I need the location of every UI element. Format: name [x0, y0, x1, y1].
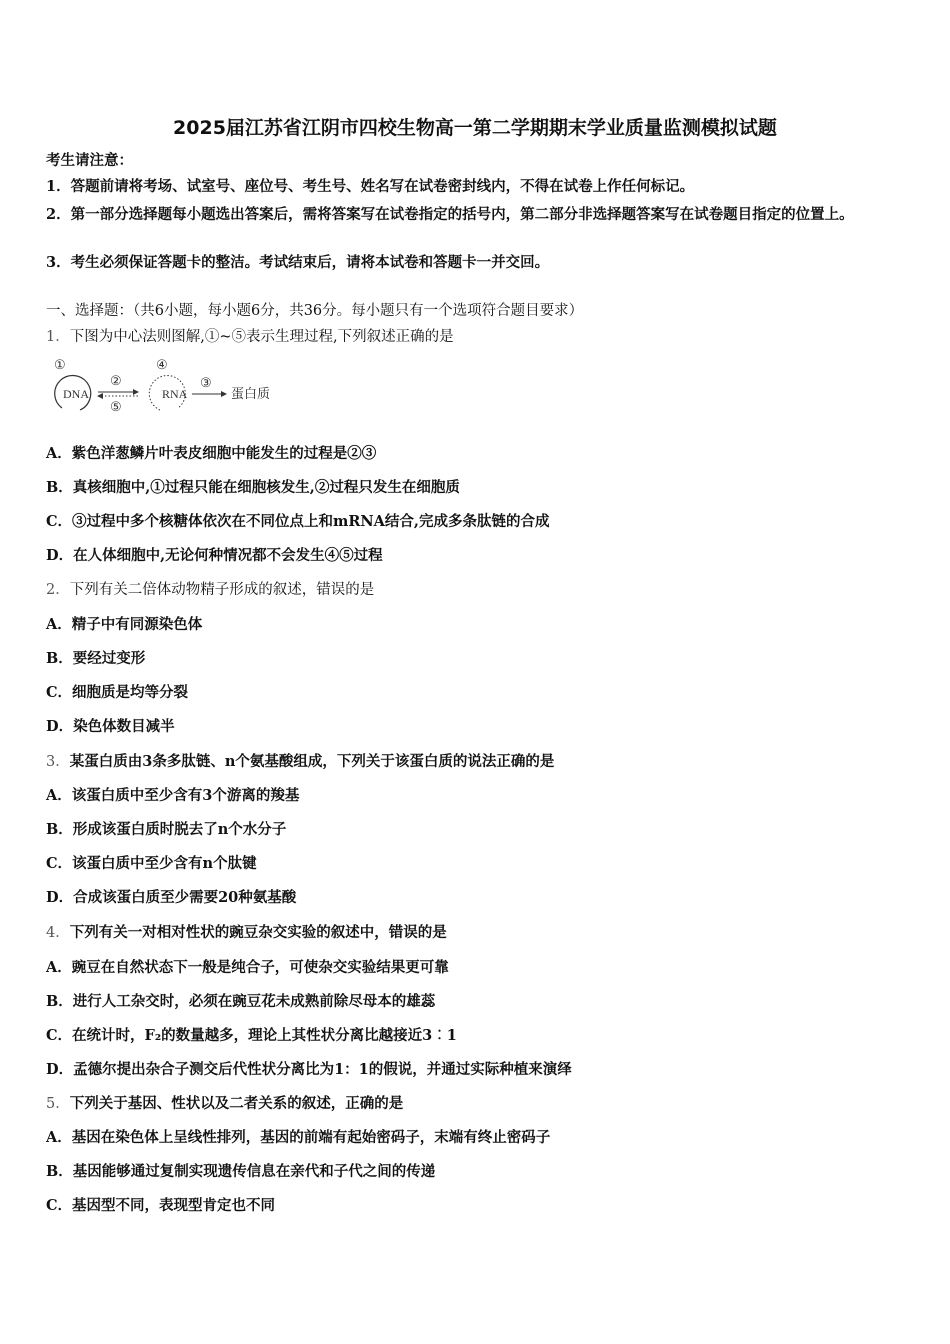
label-1: ① — [54, 358, 66, 373]
question-3-option-b: B．形成该蛋白质时脱去了n个水分子 — [46, 821, 287, 838]
question-number: 2． — [46, 582, 70, 598]
question-text: 下图为中心法则图解,①~⑤表示生理过程,下列叙述正确的是 — [69, 329, 454, 345]
label-4: ④ — [156, 358, 168, 373]
question-text: 某蛋白质由3条多肽链、n个氨基酸组成，下列关于该蛋白质的说法正确的是 — [69, 753, 555, 770]
question-1-option-a: A．紫色洋葱鳞片叶表皮细胞中能发生的过程是②③ — [46, 445, 377, 462]
question-4-stem — [46, 923, 447, 943]
question-number: 3． — [46, 754, 70, 770]
question-3-stem — [46, 752, 554, 772]
notice-item-1: 1．答题前请将考场、试室号、座位号、考生号、姓名写在试卷密封线内，不得在试卷上作任何标记。 — [46, 178, 695, 195]
question-4-option-a: A．豌豆在自然状态下一般是纯合子，可使杂交实验结果更可靠 — [46, 959, 449, 976]
question-text: 下列有关一对相对性状的豌豆杂交实验的叙述中，错误的是 — [69, 924, 447, 941]
question-1-option-b: B．真核细胞中,①过程只能在细胞核发生,②过程只发生在细胞质 — [46, 479, 460, 496]
question-3-option-d: D．合成该蛋白质至少需要20种氨基酸 — [46, 889, 297, 906]
question-1-option-d: D．在人体细胞中,无论何种情况都不会发生④⑤过程 — [46, 547, 383, 564]
question-number: 4． — [46, 925, 70, 941]
question-number: 5． — [46, 1096, 70, 1112]
question-2-option-c: C．细胞质是均等分裂 — [46, 684, 189, 701]
notice-item-2: 2．第一部分选择题每小题选出答案后，需将答案写在试卷指定的括号内，第二部分非选择题答案写在试卷题目指定的位置上。 — [46, 206, 854, 223]
question-4-option-c: C．在统计时，F₂的数量越多，理论上其性状分离比越接近3︰1 — [46, 1027, 457, 1044]
question-2-option-d: D．染色体数目减半 — [46, 718, 175, 735]
question-2-option-b: B．要经过变形 — [46, 650, 146, 667]
label-3: ③ — [200, 376, 212, 391]
question-text: 下列有关二倍体动物精子形成的叙述，错误的是 — [69, 582, 375, 598]
notice-item-3: 3．考生必须保证答题卡的整洁。考试结束后，请将本试卷和答题卡一并交回。 — [46, 254, 550, 271]
protein-label: 蛋白质 — [231, 387, 271, 402]
question-4-option-b: B．进行人工杂交时，必须在豌豆花未成熟前除尽母本的雄蕊 — [46, 993, 436, 1010]
question-5-stem — [46, 1094, 403, 1114]
dna-label: DNA — [63, 387, 89, 401]
question-1-option-c: C．③过程中多个核糖体依次在不同位点上和mRNA结合,完成多条肽链的合成 — [46, 513, 550, 530]
page-title: 2025届江苏省江阴市四校生物高一第二学期期末学业质量监测模拟试题 — [173, 117, 777, 139]
question-3-option-a: A．该蛋白质中至少含有3个游离的羧基 — [46, 787, 300, 804]
question-5-option-c: C．基因型不同，表现型肯定也不同 — [46, 1197, 276, 1214]
question-2-stem — [46, 580, 374, 600]
notice-heading: 考生请注意： — [46, 152, 133, 169]
central-dogma-diagram — [40, 352, 290, 422]
question-3-option-c: C．该蛋白质中至少含有n个肽键 — [46, 855, 257, 872]
rna-label: RNA — [162, 387, 188, 401]
question-1-stem — [46, 327, 454, 347]
question-5-option-a: A．基因在染色体上呈线性排列，基因的前端有起始密码子，末端有终止密码子 — [46, 1129, 551, 1146]
question-5-option-b: B．基因能够通过复制实现遗传信息在亲代和子代之间的传递 — [46, 1163, 436, 1180]
label-5: ⑤ — [110, 400, 122, 415]
question-text: 下列关于基因、性状以及二者关系的叙述，正确的是 — [69, 1095, 404, 1112]
question-number: 1． — [46, 329, 70, 345]
question-4-option-d: D．孟德尔提出杂合子测交后代性状分离比为1：1的假说，并通过实际种植来演绎 — [46, 1061, 572, 1078]
section-heading: 一、选择题：（共6小题，每小题6分，共36分。每小题只有一个选项符合题目要求） — [46, 303, 584, 319]
label-2: ② — [110, 374, 122, 389]
question-2-option-a: A．精子中有同源染色体 — [46, 616, 203, 633]
